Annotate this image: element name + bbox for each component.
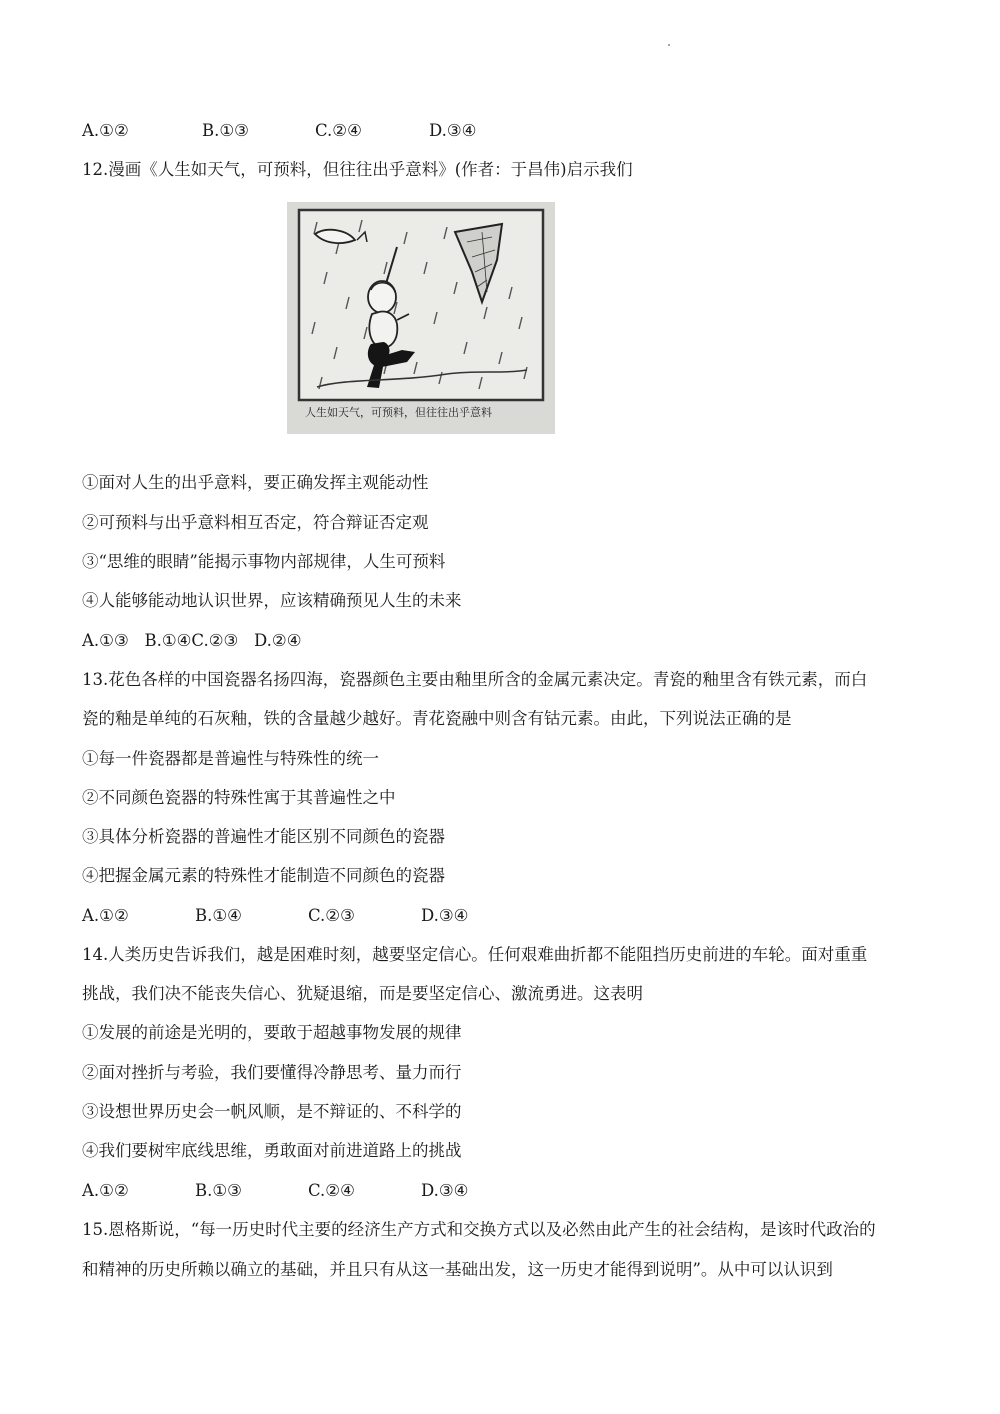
q13-option-a: A.①② xyxy=(82,906,129,925)
q13-option-d: D.③④ xyxy=(421,906,469,925)
q13-statement-2: ②不同颜色瓷器的特殊性寓于其普遍性之中 xyxy=(82,788,396,807)
q14-option-d: D.③④ xyxy=(421,1181,469,1200)
q13-stem-line-1: 13.花色各样的中国瓷器名扬四海，瓷器颜色主要由釉里所含的金属元素决定。青瓷的釉里含有铁元素，而白 xyxy=(82,670,868,689)
q13-option-c: C.②③ xyxy=(308,906,355,925)
q12-options: A.①③ B.①④C.②③ D.②④ xyxy=(82,631,302,650)
q13-statement-4: ④把握金属元素的特殊性才能制造不同颜色的瓷器 xyxy=(82,866,445,885)
q11-option-b: B.①③ xyxy=(202,121,249,140)
q13-statement-1: ①每一件瓷器都是普遍性与特殊性的统一 xyxy=(82,749,379,768)
q14-statement-2: ②面对挫折与考验，我们要懂得冷静思考、量力而行 xyxy=(82,1063,462,1082)
q11-option-a: A.①② xyxy=(82,121,129,140)
q13-statement-3: ③具体分析瓷器的普遍性才能区别不同颜色的瓷器 xyxy=(82,827,445,846)
q14-option-b: B.①③ xyxy=(195,1181,242,1200)
q12-stem: 12.漫画《人生如天气，可预料，但往往出乎意料》(作者：于昌伟)启示我们 xyxy=(82,160,633,179)
q14-option-c: C.②④ xyxy=(308,1181,355,1200)
q14-statement-4: ④我们要树牢底线思维，勇敢面对前进道路上的挑战 xyxy=(82,1141,462,1160)
q14-statement-3: ③设想世界历史会一帆风顺，是不辩证的、不科学的 xyxy=(82,1102,462,1121)
q12-statement-2: ②可预料与出乎意料相互否定，符合辩证否定观 xyxy=(82,513,429,532)
q12-statement-4: ④人能够能动地认识世界，应该精确预见人生的未来 xyxy=(82,591,462,610)
q14-stem-line-1: 14.人类历史告诉我们，越是困难时刻，越要坚定信心。任何艰难曲折都不能阻挡历史前进的车轮。面对重重 xyxy=(82,945,868,964)
q11-option-c: C.②④ xyxy=(315,121,362,140)
q13-stem-line-2: 瓷的釉是单纯的石灰釉，铁的含量越少越好。青花瓷融中则含有钴元素。由此，下列说法正确的是 xyxy=(82,709,792,728)
q11-option-d: D.③④ xyxy=(429,121,477,140)
q15-stem-line-1: 15.恩格斯说，“每一历史时代主要的经济生产方式和交换方式以及必然由此产生的社会结构，是该时代政治的 xyxy=(82,1220,876,1239)
q14-statement-1: ①发展的前途是光明的，要敢于超越事物发展的规律 xyxy=(82,1023,462,1042)
q14-option-a: A.①② xyxy=(82,1181,129,1200)
cartoon-caption: 人生如天气，可预料，但往往出乎意料 xyxy=(305,406,492,419)
scan-speck xyxy=(668,44,670,46)
q12-statement-3: ③“思维的眼睛”能揭示事物内部规律，人生可预料 xyxy=(82,552,446,571)
cartoon-drawing xyxy=(287,202,555,434)
q12-statement-1: ①面对人生的出乎意料，要正确发挥主观能动性 xyxy=(82,473,429,492)
q14-stem-line-2: 挑战，我们决不能丧失信心、犹疑退缩，而是要坚定信心、激流勇进。这表明 xyxy=(82,984,643,1003)
q12-cartoon-image xyxy=(287,202,555,434)
q15-stem-line-2: 和精神的历史所赖以确立的基础，并且只有从这一基础出发，这一历史才能得到说明”。从中可以认识到 xyxy=(82,1260,833,1279)
q13-option-b: B.①④ xyxy=(195,906,242,925)
